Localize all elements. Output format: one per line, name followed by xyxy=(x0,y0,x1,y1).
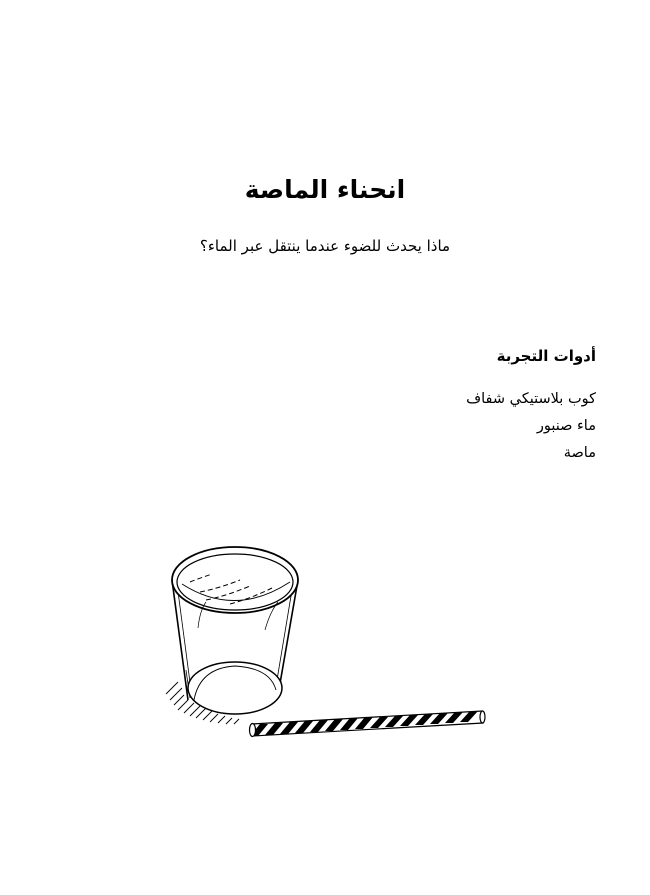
straw xyxy=(250,711,486,737)
list-item: كوب بلاستيكي شفاف xyxy=(466,391,596,407)
list-item: ماء صنبور xyxy=(536,418,596,434)
page-title: انحناء الماصة xyxy=(244,175,406,204)
materials-list xyxy=(466,386,596,467)
cup xyxy=(172,547,298,714)
list-item: ماصة xyxy=(563,445,596,461)
cup-and-straw-illustration xyxy=(160,540,500,740)
materials-heading: أدوات التجربة xyxy=(496,347,596,365)
page-subtitle: ماذا يحدث للضوء عندما ينتقل عبر الماء؟ xyxy=(199,237,451,255)
